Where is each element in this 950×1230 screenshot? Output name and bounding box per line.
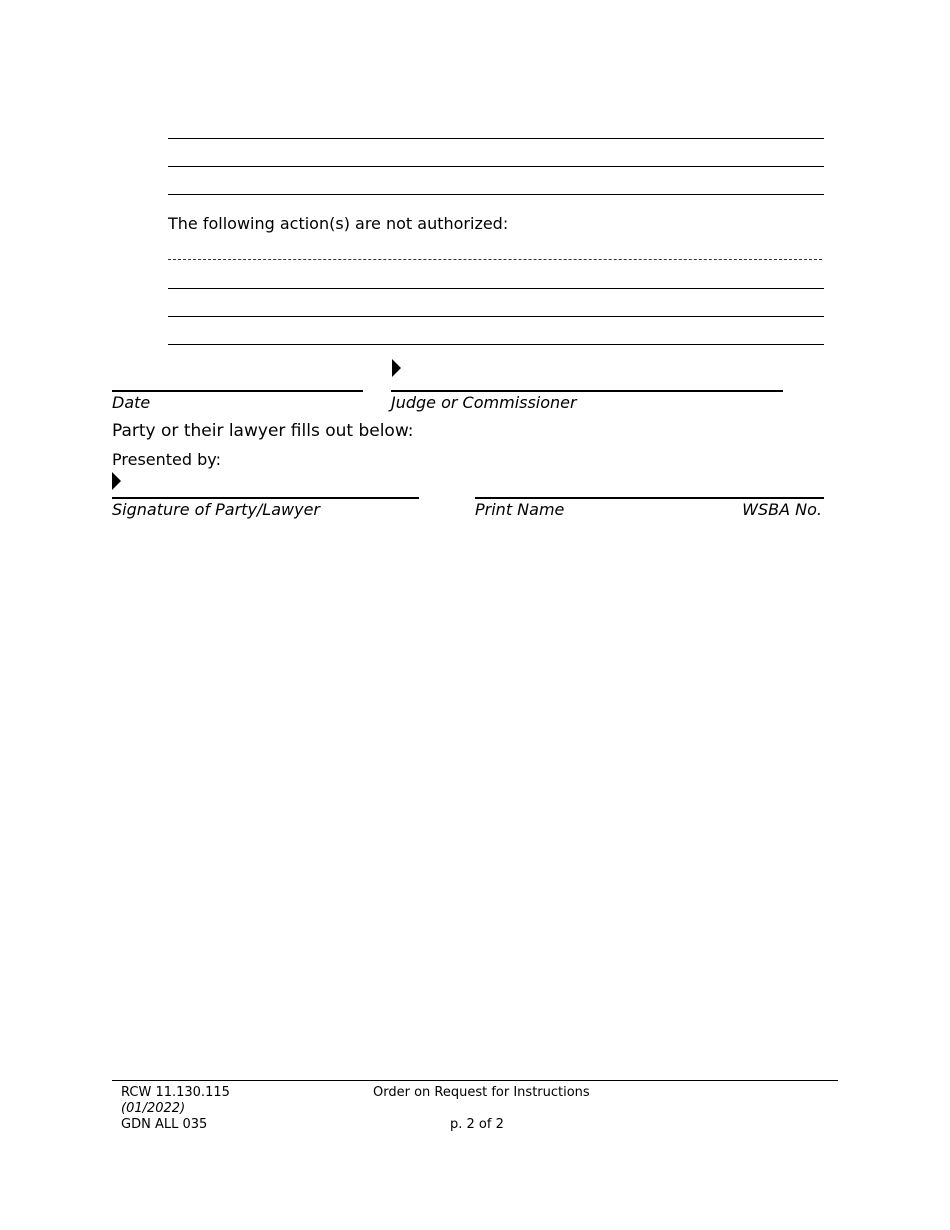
date-label: Date bbox=[112, 393, 151, 412]
footer-statute: RCW 11.130.115 bbox=[121, 1085, 230, 1100]
fill-line-2[interactable] bbox=[168, 166, 824, 167]
date-line[interactable] bbox=[112, 390, 363, 392]
footer-divider bbox=[112, 1080, 838, 1081]
signature-label: Signature of Party/Lawyer bbox=[112, 500, 320, 519]
footer-form-title: Order on Request for Instructions bbox=[373, 1085, 590, 1100]
footer-page-number: p. 2 of 2 bbox=[450, 1117, 504, 1132]
party-signature-line[interactable] bbox=[112, 497, 419, 499]
fill-line-4[interactable] bbox=[168, 288, 824, 289]
footer-revision-date: (01/2022) bbox=[121, 1101, 186, 1116]
party-fills-label: Party or their lawyer fills out below: bbox=[112, 421, 414, 441]
wsba-label: WSBA No. bbox=[742, 500, 822, 519]
fill-line-dashed[interactable] bbox=[168, 259, 822, 260]
presented-by-label: Presented by: bbox=[112, 450, 221, 469]
fill-line-6[interactable] bbox=[168, 344, 824, 345]
party-sign-arrow-icon bbox=[112, 472, 121, 490]
fill-line-3[interactable] bbox=[168, 194, 824, 195]
judge-label: Judge or Commissioner bbox=[391, 393, 577, 412]
judge-sign-arrow-icon bbox=[392, 359, 401, 377]
fill-line-5[interactable] bbox=[168, 316, 824, 317]
footer-form-code: GDN ALL 035 bbox=[121, 1117, 208, 1132]
judge-signature-line[interactable] bbox=[391, 390, 783, 392]
print-name-line[interactable] bbox=[475, 497, 824, 499]
fill-line-1[interactable] bbox=[168, 138, 824, 139]
print-name-label: Print Name bbox=[475, 500, 565, 519]
not-authorized-label: The following action(s) are not authorized: bbox=[168, 214, 509, 233]
